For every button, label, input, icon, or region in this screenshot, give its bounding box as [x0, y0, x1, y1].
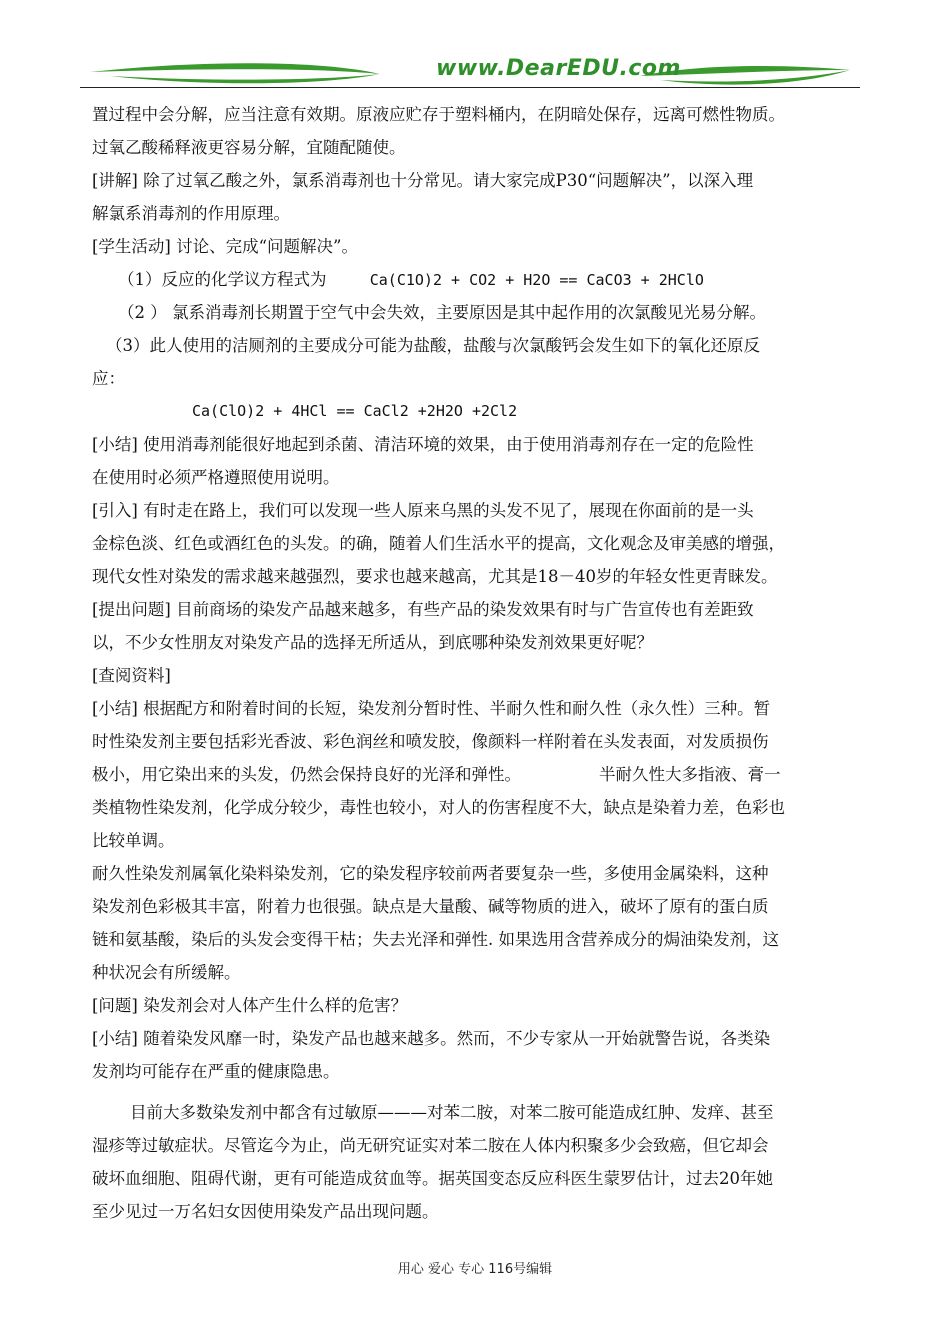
text-line: 染发剂色彩极其丰富，附着力也很强。缺点是大量酸、碱等物质的进入，破坏了原有的蛋白质 — [92, 897, 769, 916]
text-line: 比较单调。 — [92, 831, 175, 850]
text-line: [讲解] 除了过氧乙酸之外，氯系消毒剂也十分常见。请大家完成P30“问题解决”，以深入理 — [92, 171, 754, 190]
text-line: [提出问题] 目前商场的染发产品越来越多，有些产品的染发效果有时与广告宣传也有差距致 — [92, 600, 754, 619]
text-line: 现代女性对染发的需求越来越强烈，要求也越来越高，尤其是18－40岁的年轻女性更青睐发。 — [92, 567, 778, 586]
text-line: 发剂均可能存在严重的健康隐患。 — [92, 1062, 340, 1081]
site-name[interactable]: www.DearEDU.com — [436, 56, 681, 81]
text-line: 至少见过一万名妇女因使用染发产品出现问题。 — [92, 1202, 439, 1221]
text-line: [查阅资料] — [92, 666, 171, 685]
text-line: 时性染发剂主要包括彩光香波、彩色润丝和喷发胶，像颜料一样附着在头发表面，对发质损伤 — [92, 732, 769, 751]
text-segment: 半耐久性大多指液、膏一 — [599, 765, 781, 784]
text-segment: 极小，用它染出来的头发，仍然会保持良好的光泽和弹性。 — [92, 765, 521, 784]
text-line: 目前大多数染发剂中都含有过敏原———对苯二胺，对苯二胺可能造成红肿、发痒、甚至 — [130, 1103, 774, 1122]
answer-line: （3）此人使用的洁厕剂的主要成分可能为盐酸，盐酸与次氯酸钙会发生如下的氧化还原反 — [106, 336, 760, 355]
text-line: 置过程中会分解，应当注意有效期。原液应贮存于塑料桶内，在阴暗处保存，远离可燃性物质。 — [92, 105, 785, 124]
text-line: 湿疹等过敏症状。尽管迄今为止，尚无研究证实对苯二胺在人体内积聚多少会致癌，但它却会 — [92, 1136, 769, 1155]
text-line: 类植物性染发剂，化学成分较少，毒性也较小，对人的伤害程度不大，缺点是染着力差，色彩也 — [92, 798, 785, 817]
paragraph-gap — [92, 1088, 862, 1096]
text-line: 解氯系消毒剂的作用原理。 — [92, 204, 290, 223]
text-line: 金棕色淡、红色或酒红色的头发。的确，随着人们生活水平的提高，文化观念及审美感的增强， — [92, 534, 785, 553]
text-line: 耐久性染发剂属氧化染料染发剂，它的染发程序较前两者要复杂一些，多使用金属染料，这种 — [92, 864, 769, 883]
text-line: 链和氨基酸，染后的头发会变得干枯；失去光泽和弹性. 如果选用含营养成分的焗油染发剂，这 — [92, 930, 779, 949]
answer-line: （2 ） 氯系消毒剂长期置于空气中会失效，主要原因是其中起作用的次氯酸见光易分解。 — [118, 303, 766, 322]
equation-2: Ca(ClO)2 + 4HCl == CaCl2 +2H2O +2Cl2 — [192, 402, 518, 420]
answer-1-label: （1）反应的化学议方程式为 — [118, 270, 327, 289]
text-line: [学生活动] 讨论、完成“问题解决”。 — [92, 237, 358, 256]
text-line: 过氧乙酸稀释液更容易分解，宜随配随使。 — [92, 138, 406, 157]
answer-line — [92, 263, 862, 296]
header-rule — [80, 87, 860, 88]
text-line: 种状况会有所缓解。 — [92, 963, 241, 982]
text-line: [引入] 有时走在路上，我们可以发现一些人原来乌黑的头发不见了，展现在你面前的是一头 — [92, 501, 754, 520]
text-line: 破坏血细胞、阻碍代谢，更有可能造成贫血等。据英国变态反应科医生蒙罗估计，过去20年她 — [92, 1169, 773, 1188]
text-line: [小结] 根据配方和附着时间的长短，染发剂分暂时性、半耐久性和耐久性（永久性）三种。暂 — [92, 699, 771, 718]
text-line: 以，不少女性朋友对染发产品的选择无所适从，到底哪种染发剂效果更好呢？ — [92, 633, 653, 652]
text-line — [92, 758, 862, 791]
text-line: [小结] 使用消毒剂能很好地起到杀菌、清洁环境的效果，由于使用消毒剂存在一定的危险性 — [92, 435, 754, 454]
text-line: [小结] 随着染发风靡一时，染发产品也越来越多。然而，不少专家从一开始就警告说，各类染 — [92, 1029, 771, 1048]
text-line: 在使用时必须严格遵照使用说明。 — [92, 468, 340, 487]
text-line: 应： — [92, 369, 125, 388]
equation-1: Ca(C1O)2 + CO2 + H2O == CaCO3 + 2HClO — [369, 271, 704, 289]
text-line: [问题] 染发剂会对人体产生什么样的危害？ — [92, 996, 408, 1015]
document-body — [92, 98, 862, 1228]
page-footer: 用心 爱心 专心 116号编辑 — [397, 1262, 553, 1277]
